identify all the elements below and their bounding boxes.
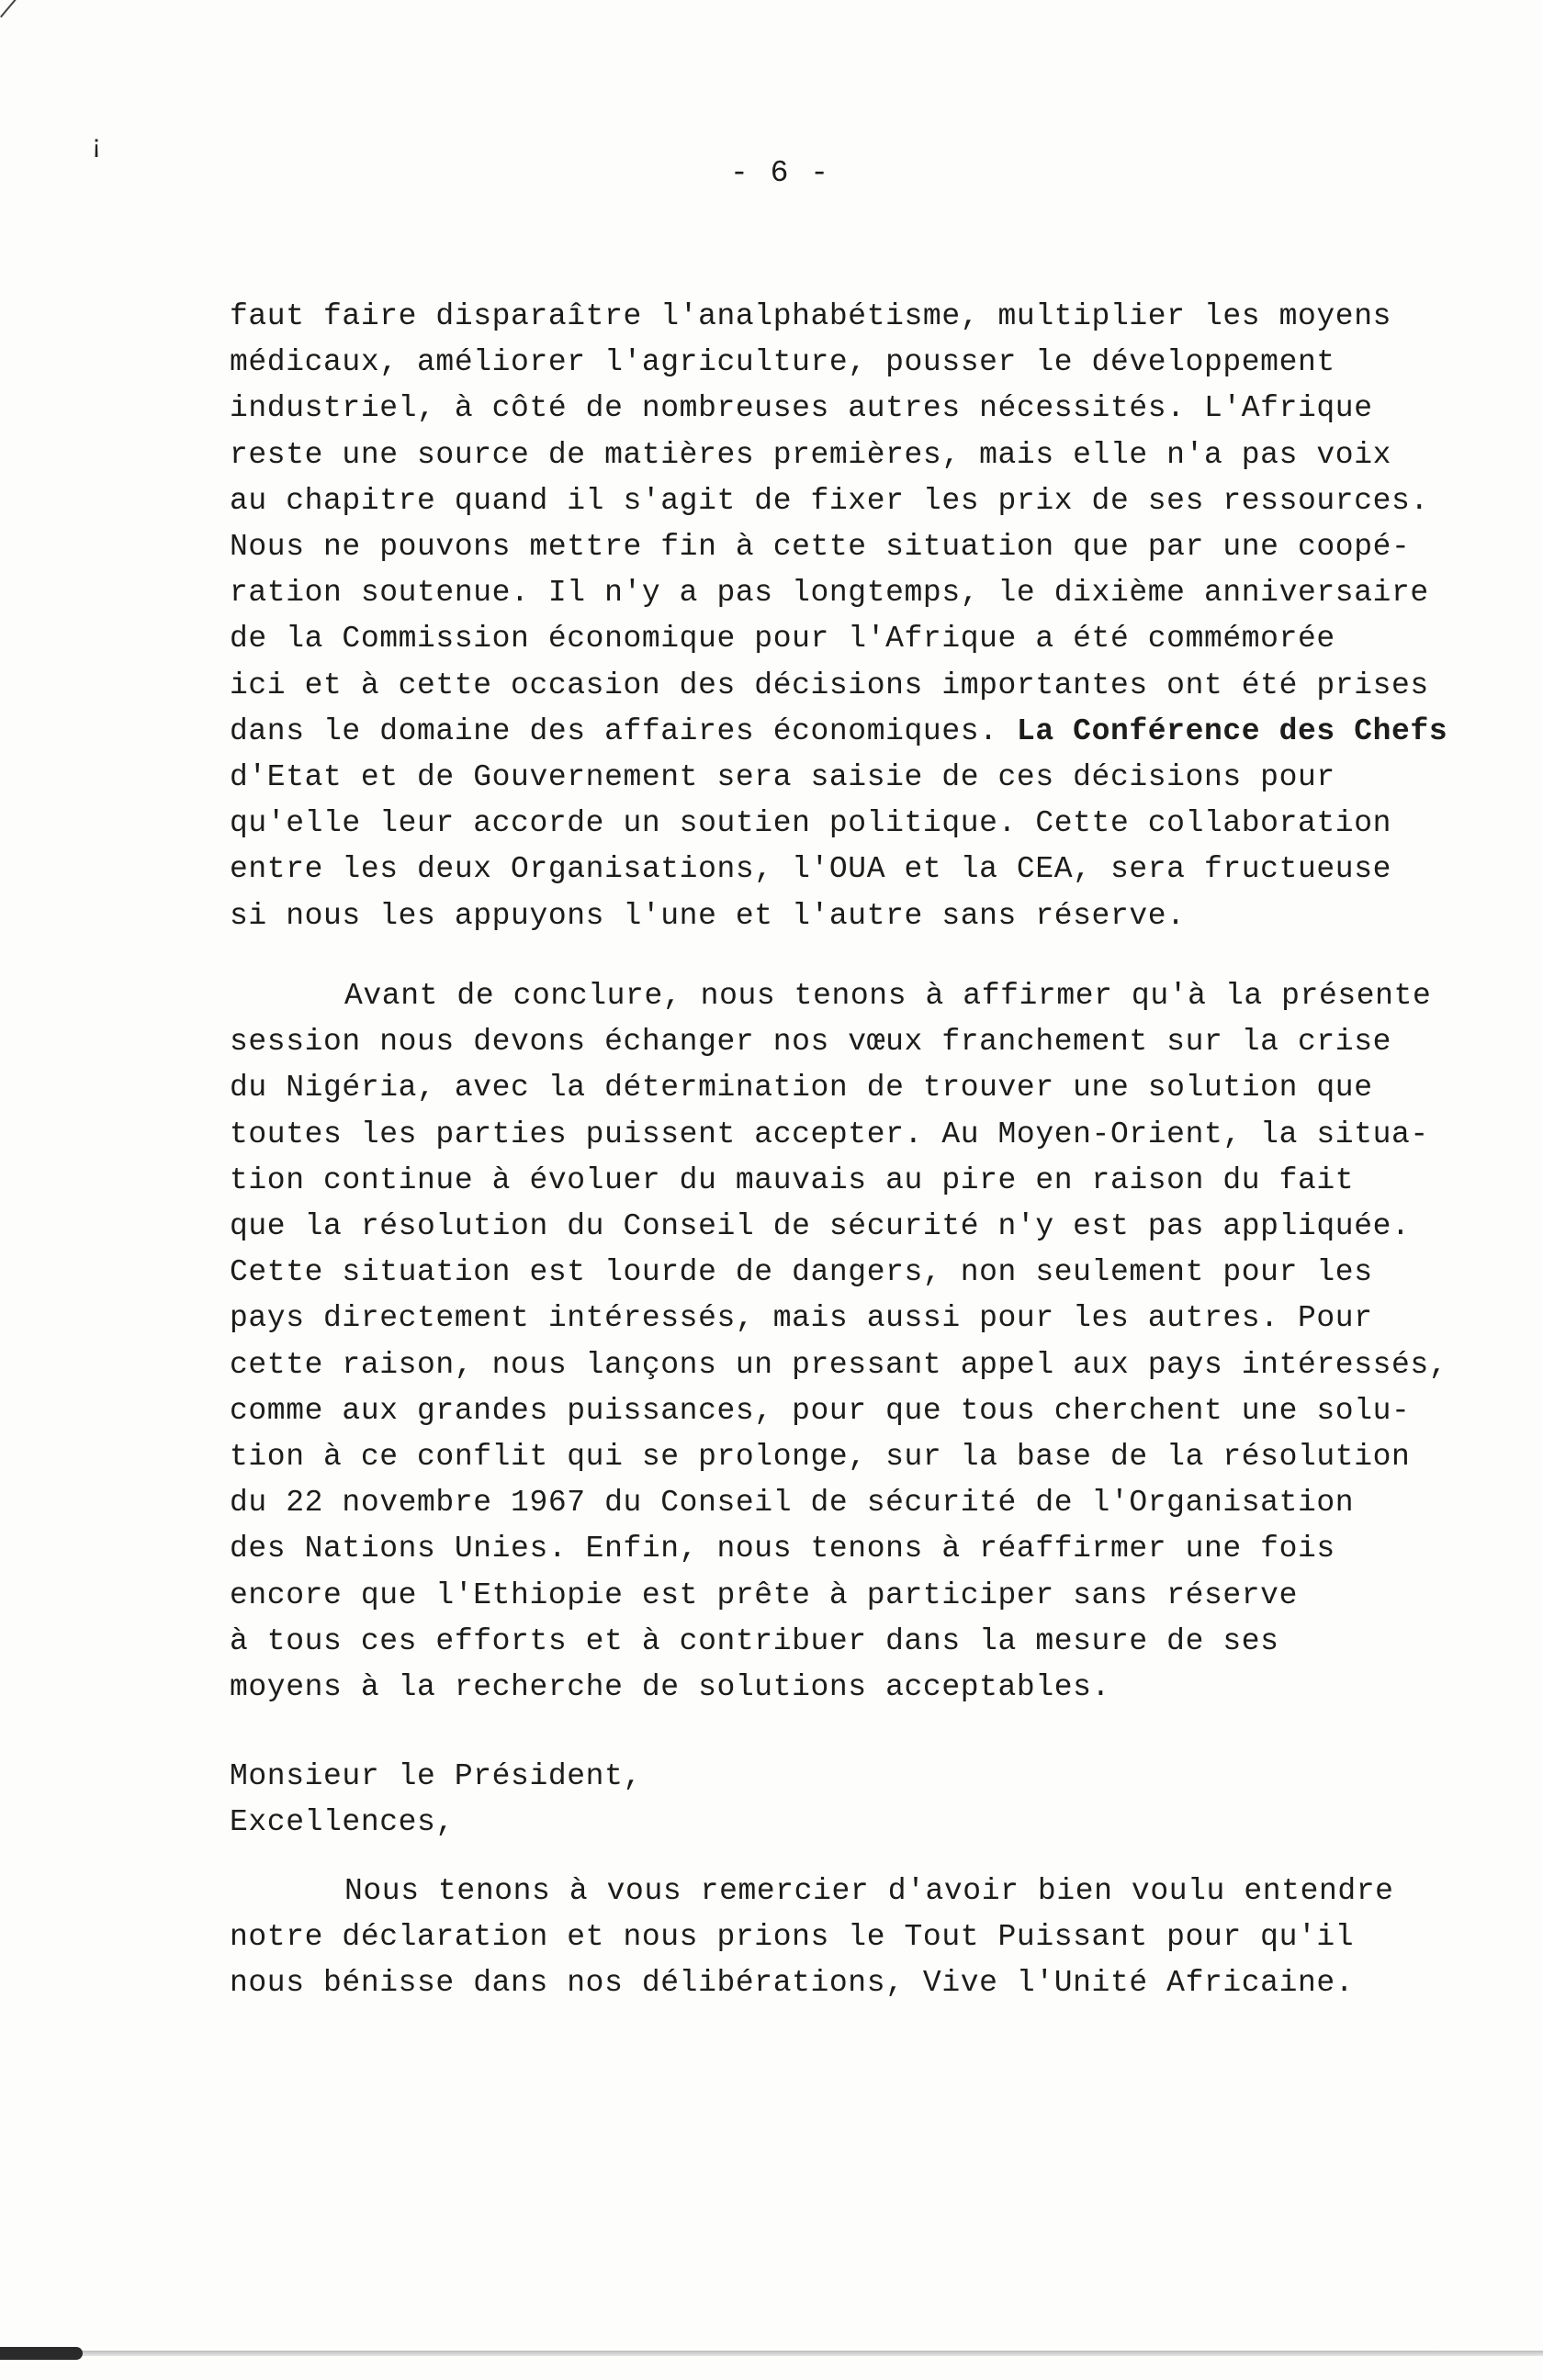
text-line: du 22 novembre 1967 du Conseil de sécurité de l'Organisation [230,1486,1355,1521]
text-line: ration soutenue. Il n'y a pas longtemps, le dixième anniversaire [230,576,1429,611]
text-line: encore que l'Ethiopie est prête à participer sans réserve [230,1577,1298,1612]
salutation-line: Excellences, [230,1805,455,1840]
text-line: entre les deux Organisations, l'OUA et la CEA, sera fructueuse [230,852,1391,887]
text-line: cette raison, nous lançons un pressant appel aux pays intéressés, [230,1347,1448,1382]
text-line: à tous ces efforts et à contribuer dans la mesure de ses [230,1623,1279,1658]
text-line: au chapitre quand il s'agit de fixer les prix de ses ressources. [230,483,1429,518]
bold-text-segment: La Conférence des Chefs [1016,713,1448,748]
text-line: des Nations Unies. Enfin, nous tenons à réaffirmer une fois [230,1532,1335,1566]
text-line: session nous devons échanger nos vœux franchement sur la crise [230,1025,1391,1060]
text-line: notre déclaration et nous prions le Tout Puissant pour qu'il [230,1920,1355,1955]
paragraph-3 [230,1869,1460,2007]
text-line: reste une source de matières premières, mais elle n'a pas voix [230,437,1391,472]
text-line: tion continue à évoluer du mauvais au pire en raison du fait [230,1162,1355,1197]
text-line: pays directement intéressés, mais aussi pour les autres. Pour [230,1301,1373,1336]
text-segment: dans le domaine des affaires économiques. [230,713,998,748]
text-line: toutes les parties puissent accepter. Au Moyen-Orient, la situa- [230,1117,1429,1151]
text-line: Nous tenons à vous remercier d'avoir bien voulu entendre [344,1874,1394,1908]
salutation-line: Monsieur le Président, [230,1759,642,1793]
text-line: qu'elle leur accorde un soutien politique. Cette collaboration [230,806,1391,841]
text-line: que la résolution du Conseil de sécurité n'y est pas appliquée. [230,1209,1411,1244]
text-line: tion à ce conflit qui se prolonge, sur la base de la résolution [230,1440,1411,1475]
text-line: Avant de conclure, nous tenons à affirmer qu'à la présente [344,979,1432,1013]
text-line: faut faire disparaître l'analphabétisme, multiplier les moyens [230,299,1391,333]
text-line-with-bold [230,709,1460,755]
handwritten-mark: ¡ [88,131,106,163]
text-line: du Nigéria, avec la détermination de trouver une solution que [230,1071,1373,1106]
scan-shadow [0,2347,83,2360]
text-line: de la Commission économique pour l'Afrique a été commémorée [230,622,1335,657]
paragraph-2 [230,973,1460,1711]
page-bottom-edge [0,2351,1543,2356]
text-line: industriel, à côté de nombreuses autres nécessités. L'Afrique [230,391,1373,426]
text-line: si nous les appuyons l'une et l'autre sans réserve. [230,898,1186,933]
text-line: Nous ne pouvons mettre fin à cette situation que par une coopé- [230,530,1411,565]
text-line: moyens à la recherche de solutions acceptables. [230,1670,1110,1705]
salutation [230,1754,1460,1846]
paragraph-1 [230,294,1460,939]
text-line: nous bénisse dans nos délibérations, Vive l'Unité Africaine. [230,1966,1355,2001]
scan-corner-mark [0,0,17,17]
text-line: Cette situation est lourde de dangers, non seulement pour les [230,1255,1373,1290]
page-number: - 6 - [730,156,831,190]
text-line: comme aux grandes puissances, pour que tous cherchent une solu- [230,1393,1411,1428]
text-line: d'Etat et de Gouvernement sera saisie de ces décisions pour [230,760,1335,795]
text-line: médicaux, améliorer l'agriculture, pousser le développement [230,345,1335,380]
text-line: ici et à cette occasion des décisions importantes ont été prises [230,668,1429,702]
